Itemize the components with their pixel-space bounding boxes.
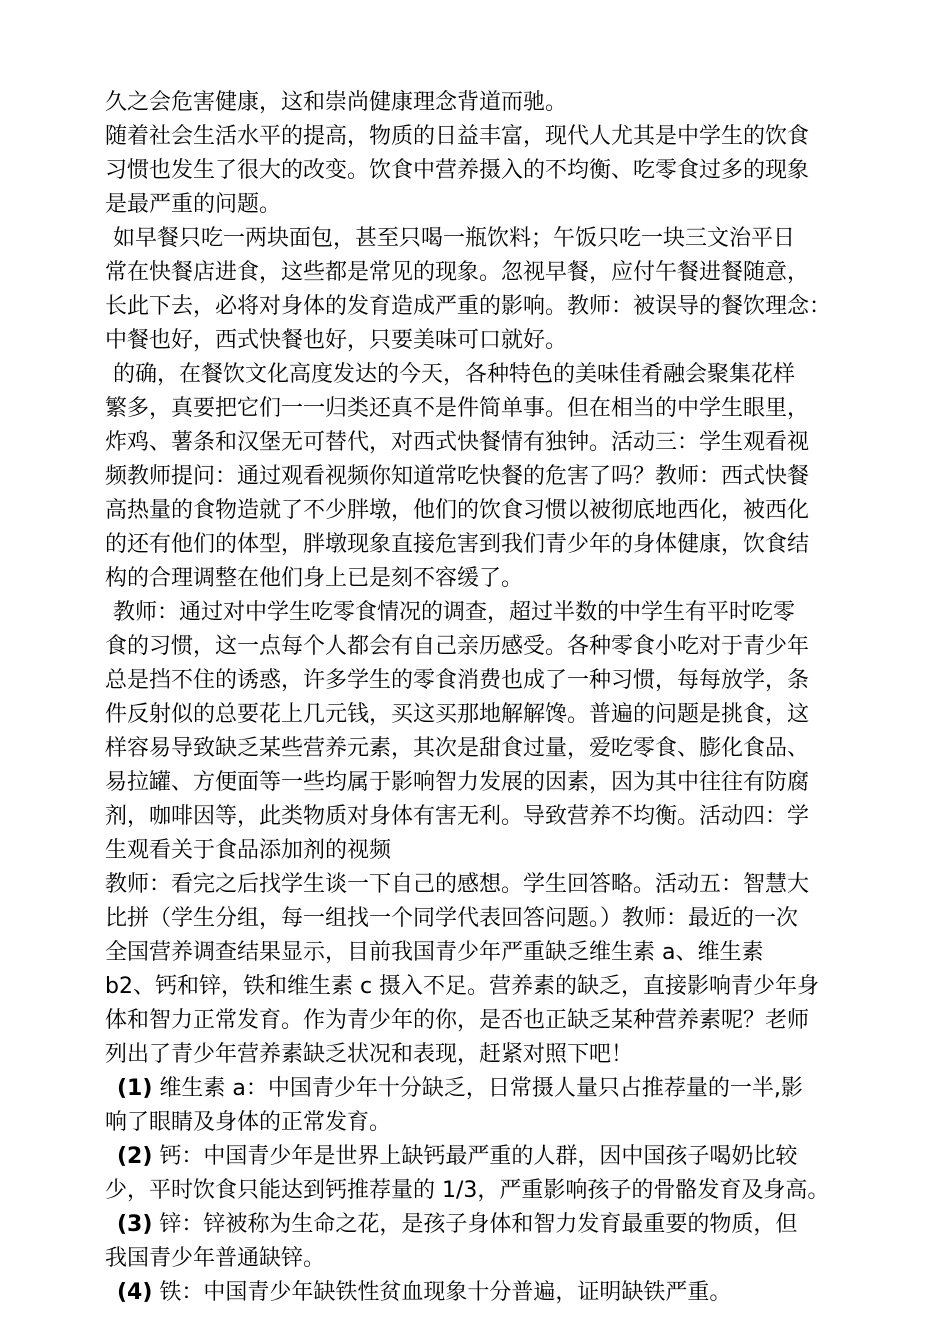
list-item-text: 铁：中国青少年缺铁性贫血现象十分普遍，证明缺铁严重。 [159,1280,732,1305]
text-line: 件反射似的总要花上几元钱，买这买那地解解馋。普遍的问题是挑食，这 [105,702,810,727]
text-line: 的还有他们的体型，胖墩现象直接危害到我们青少年的身体健康，饮食结 [105,532,810,557]
text-line: 列出了青少年营养素缺乏状况和表现，赶紧对照下吧！ [105,1042,634,1067]
text-line: 剂，咖啡因等，此类物质对身体有害无利。导致营养不均衡。活动四：学 [105,804,810,829]
text-line: 教师：看完之后找学生谈一下自己的感想。学生回答略。活动五：智慧大 [105,872,810,897]
text-line: 如早餐只吃一两块面包，甚至只喝一瓶饮料；午饭只吃一块三文治平日 [113,226,796,251]
list-item-continuation: 我国青少年普通缺锌。 [105,1246,326,1271]
text-line: 久之会危害健康，这和崇尚健康理念背道而驰。 [105,90,568,115]
text-line: 生观看关于食品添加剂的视频 [105,838,392,863]
list-item-zinc [105,1208,865,1242]
text-line: 全国营养调查结果显示，目前我国青少年严重缺乏维生素 a、维生素 [105,940,764,965]
list-item-iron [105,1276,865,1310]
list-item-continuation: 响了眼睛及身体的正常发育。 [105,1110,392,1135]
text-line: 繁多，真要把它们一一归类还真不是件简单事。但在相当的中学生眼里， [105,396,810,421]
text-line: 高热量的食物造就了不少胖墩，他们的饮食习惯以被彻底地西化，被西化 [105,498,810,523]
text-line: 构的合理调整在他们身上已是刻不容缓了。 [105,566,524,591]
text-line: 教师：通过对中学生吃零食情况的调查，超过半数的中学生有平时吃零 [113,600,796,625]
text-line: 炸鸡、薯条和汉堡无可替代，对西式快餐情有独钟。活动三：学生观看视 [105,430,810,455]
text-line: 总是挡不住的诱惑，许多学生的零食消费也成了一种习惯，每每放学，条 [105,668,810,693]
text-line: b2、钙和锌，铁和维生素 c 摄入不足。营养素的缺乏，直接影响青少年身 [105,974,820,999]
list-item-continuation: 少，平时饮食只能达到钙推荐量的 1/3，严重影响孩子的骨骼发育及身高。 [105,1178,830,1203]
document-page [105,86,865,1310]
list-item-number: (1) [117,1076,153,1101]
text-line: 易拉罐、方便面等一些均属于影响智力发展的因素，因为其中往往有防腐 [105,770,810,795]
list-item-text: 维生素 a：中国青少年十分缺乏，日常摄人量只占推荐量的一半,影 [159,1076,803,1101]
text-line: 食的习惯，这一点每个人都会有自己亲历感受。各种零食小吃对于青少年 [105,634,810,659]
text-line: 中餐也好，西式快餐也好，只要美味可口就好。 [105,328,568,353]
text-line: 比拼（学生分组，每一组找一个同学代表回答问题。）教师：最近的一次 [105,906,799,931]
list-item-vitamin-a [105,1072,865,1106]
list-item-number: (4) [117,1280,153,1305]
list-item-number: (2) [117,1144,153,1169]
text-line: 常在快餐店进食，这些都是常见的现象。忽视早餐，应付午餐进餐随意， [105,260,810,285]
text-line: 是最严重的问题。 [105,192,282,217]
text-line: 频教师提问：通过观看视频你知道常吃快餐的危害了吗？教师：西式快餐 [105,464,810,489]
list-item-text: 钙：中国青少年是世界上缺钙最严重的人群，因中国孩子喝奶比较 [159,1144,798,1169]
text-line: 长此下去，必将对身体的发育造成严重的影响。教师：被误导的餐饮理念： [105,294,832,319]
list-item-number: (3) [117,1212,153,1237]
list-item-text: 锌：锌被称为生命之花，是孩子身体和智力发育最重要的物质，但 [159,1212,798,1237]
list-item-calcium [105,1140,865,1174]
text-line: 习惯也发生了很大的改变。饮食中营养摄入的不均衡、吃零食过多的现象 [105,158,810,183]
text-line: 的确，在餐饮文化高度发达的今天，各种特色的美味佳肴融会聚集花样 [113,362,796,387]
text-line: 样容易导致缺乏某些营养元素，其次是甜食过量，爱吃零食、膨化食品、 [105,736,810,761]
text-line: 随着社会生活水平的提高，物质的日益丰富，现代人尤其是中学生的饮食 [105,124,810,149]
text-line: 体和智力正常发育。作为青少年的你，是否也正缺乏某种营养素呢？老师 [105,1008,810,1033]
